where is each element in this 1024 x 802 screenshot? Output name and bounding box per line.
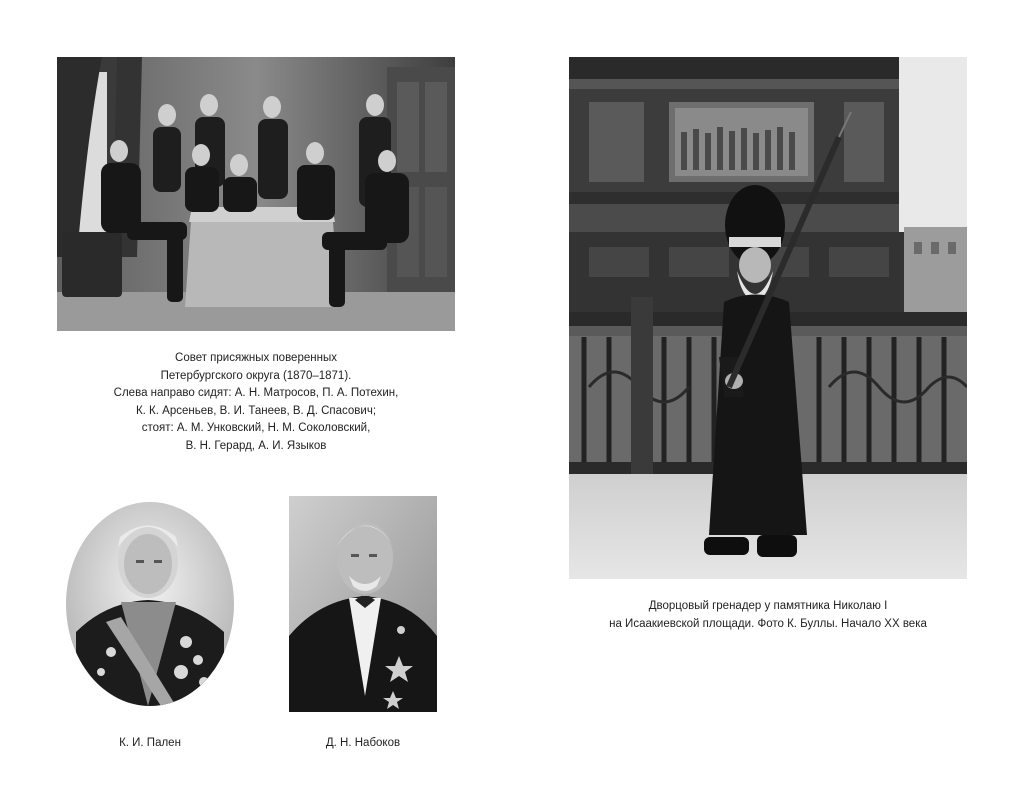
caption-line: на Исаакиевской площади. Фото К. Буллы. Начало XX века xyxy=(609,617,927,630)
group-photo xyxy=(57,57,455,331)
group-photo-image xyxy=(57,57,455,331)
portrait-nabokov-caption xyxy=(289,735,437,753)
caption-line: В. Н. Герард, А. И. Языков xyxy=(185,439,327,452)
caption-line: К. И. Пален xyxy=(119,737,181,749)
portrait-nabokov-image xyxy=(289,496,437,712)
group-photo-caption xyxy=(57,350,455,455)
grenadier-photo-image xyxy=(569,57,967,579)
portrait-palen-image xyxy=(66,502,234,706)
grenadier-photo-caption xyxy=(569,598,967,633)
caption-line: стоят: А. М. Унковский, Н. М. Соколовский, xyxy=(141,422,371,434)
grenadier-photo xyxy=(569,57,967,579)
portrait-nabokov xyxy=(289,496,437,712)
caption-line: Слева направо сидят: А. Н. Матросов, П. А. Потехин, xyxy=(113,387,399,399)
caption-line: К. К. Арсеньев, В. И. Танеев, В. Д. Спасович; xyxy=(135,404,377,417)
portrait-palen-caption xyxy=(66,735,234,753)
caption-line: Совет присяжных поверенных xyxy=(175,352,337,364)
caption-line: Д. Н. Набоков xyxy=(325,737,401,749)
caption-line: Петербургского округа (1870–1871). xyxy=(160,369,352,382)
portrait-palen xyxy=(66,502,234,706)
caption-line: Дворцовый гренадер у памятника Николаю I xyxy=(648,600,888,612)
